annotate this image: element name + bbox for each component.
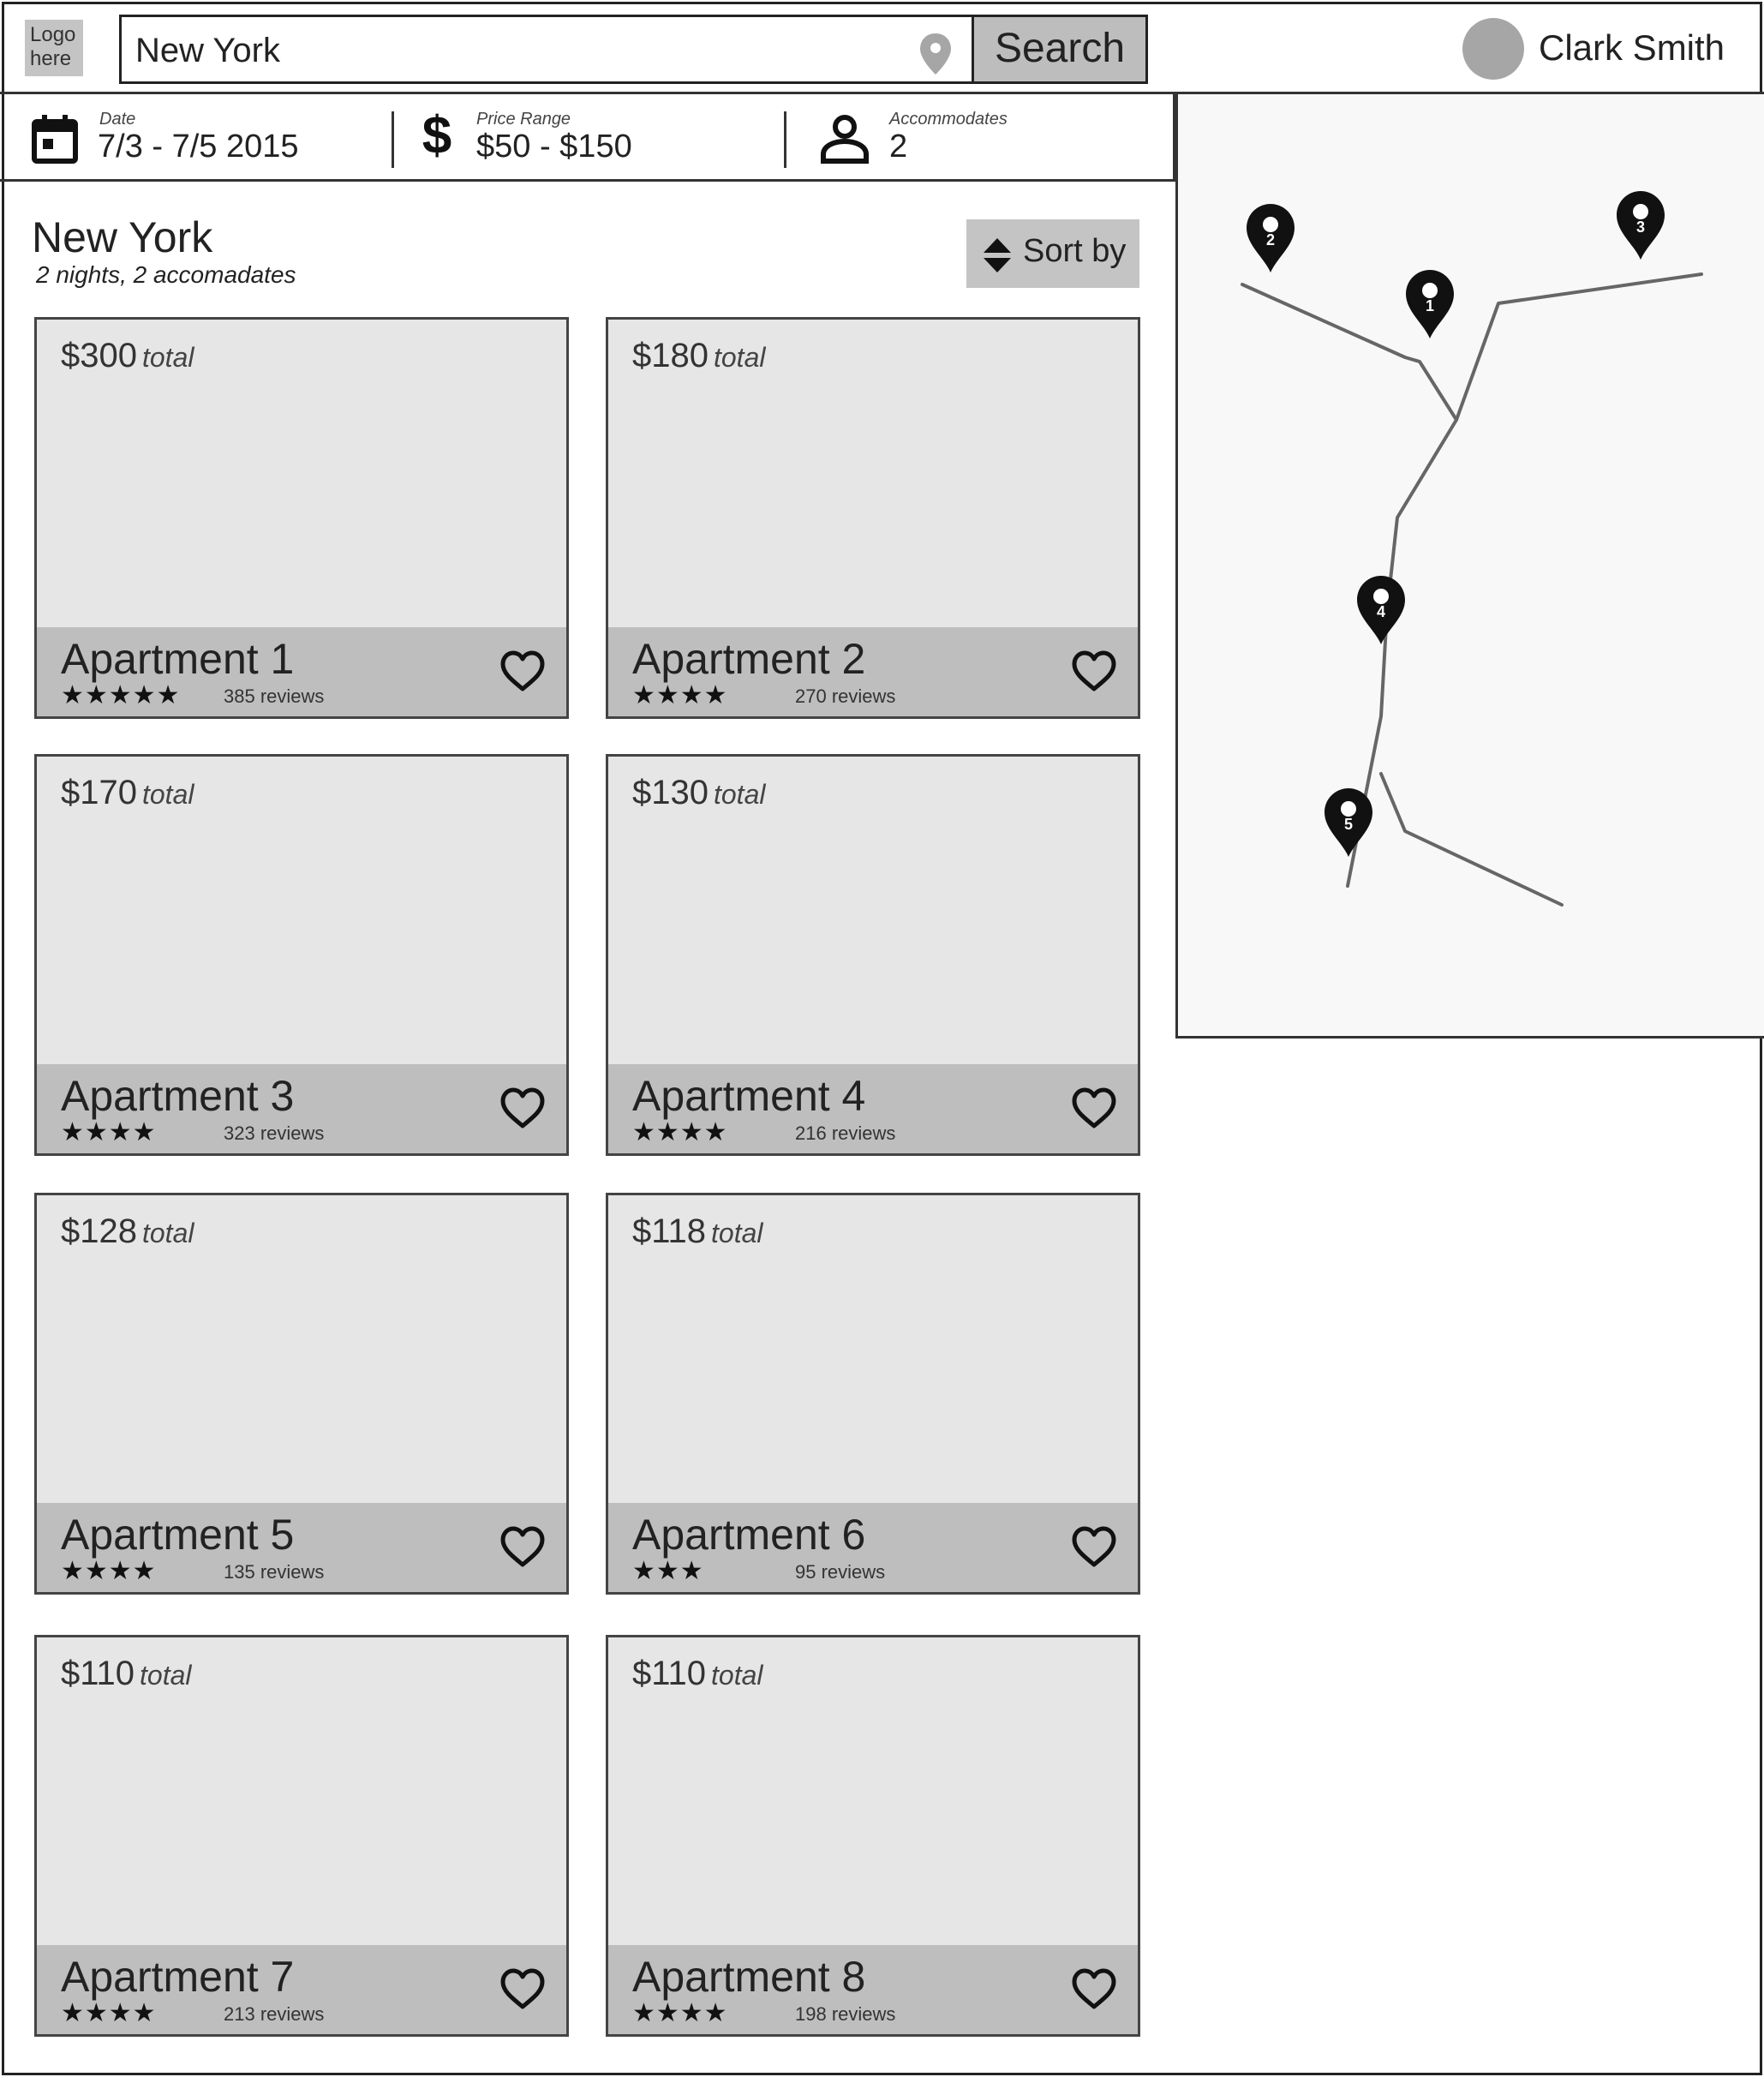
map-marker-label: 4	[1376, 603, 1386, 620]
listing-name[interactable]: Apartment 6	[632, 1511, 866, 1559]
listing-card[interactable]	[606, 1635, 1140, 2037]
price-unit: total	[713, 779, 766, 810]
listing-footer	[608, 627, 1138, 716]
map-pin-dot	[1341, 801, 1356, 817]
sort-label: Sort by	[1023, 233, 1127, 269]
listing-card[interactable]	[34, 754, 569, 1156]
user-name[interactable]: Clark Smith	[1539, 27, 1725, 68]
listing-footer	[608, 1064, 1138, 1153]
heart-icon[interactable]	[499, 649, 546, 694]
listing-name[interactable]: Apartment 1	[61, 635, 295, 683]
review-count[interactable]: 198 reviews	[795, 2003, 896, 2025]
map-marker-4[interactable]	[1357, 576, 1405, 644]
listing-card[interactable]	[606, 1193, 1140, 1595]
price-amount: $110	[61, 1655, 135, 1692]
search-input[interactable]	[135, 31, 906, 70]
map-marker-label: 2	[1265, 231, 1276, 248]
price-unit: total	[713, 342, 766, 373]
heart-icon[interactable]	[1071, 1967, 1117, 2012]
results-subtitle: 2 nights, 2 accomadates	[36, 261, 296, 288]
listing-footer	[37, 1945, 566, 2034]
heart-icon[interactable]	[1071, 649, 1117, 694]
map-marker-3[interactable]	[1617, 191, 1665, 260]
star-rating: ★★★★	[61, 1118, 157, 1146]
dollar-icon: $	[422, 106, 452, 165]
listing-price	[632, 337, 765, 375]
star-rating: ★★★★	[61, 1557, 157, 1585]
listing-name[interactable]: Apartment 2	[632, 635, 866, 683]
listing-card[interactable]	[34, 1193, 569, 1595]
heart-icon[interactable]	[499, 1525, 546, 1570]
date-value: 7/3 - 7/5 2015	[98, 129, 299, 165]
map-marker-5[interactable]	[1324, 788, 1372, 857]
listing-name[interactable]: Apartment 3	[61, 1072, 295, 1120]
listing-name[interactable]: Apartment 7	[61, 1953, 295, 2001]
price-amount: $110	[632, 1655, 707, 1692]
listing-footer	[608, 1503, 1138, 1592]
map-marker-label: 1	[1425, 297, 1435, 314]
listing-card[interactable]	[34, 317, 569, 719]
map-pin-dot	[1263, 217, 1278, 232]
review-count[interactable]: 95 reviews	[795, 1561, 886, 1583]
price-amount: $128	[61, 1212, 137, 1250]
listing-card[interactable]	[606, 754, 1140, 1156]
listing-name[interactable]: Apartment 8	[632, 1953, 866, 2001]
person-icon	[819, 113, 870, 165]
location-pin-icon[interactable]	[918, 32, 954, 76]
map[interactable]	[1175, 94, 1764, 1038]
listing-name[interactable]: Apartment 5	[61, 1511, 295, 1559]
price-amount: $130	[632, 774, 709, 811]
calendar-icon	[29, 113, 81, 165]
review-count[interactable]: 135 reviews	[224, 1561, 325, 1583]
listing-card[interactable]	[34, 1635, 569, 2037]
search-button[interactable]: Search	[972, 15, 1148, 84]
guests-label: Accommodates	[889, 110, 1008, 129]
avatar[interactable]	[1462, 18, 1524, 80]
price-unit: total	[141, 779, 194, 810]
sort-icon	[982, 236, 1013, 274]
star-rating: ★★★★	[632, 1999, 728, 2027]
star-rating: ★★★★★	[61, 681, 181, 709]
star-rating: ★★★★	[632, 1118, 728, 1146]
map-pin-dot	[1422, 283, 1438, 298]
price-filter[interactable]	[394, 94, 784, 180]
map-pin-dot	[1633, 204, 1648, 219]
sort-button[interactable]	[966, 219, 1139, 288]
guests-value: 2	[889, 129, 908, 165]
review-count[interactable]: 213 reviews	[224, 2003, 325, 2025]
listing-footer	[37, 1064, 566, 1153]
price-amount: $180	[632, 337, 709, 374]
review-count[interactable]: 323 reviews	[224, 1122, 325, 1144]
results-title: New York	[32, 213, 213, 261]
map-marker-label: 5	[1343, 816, 1354, 833]
listing-price	[61, 337, 194, 375]
price-unit: total	[711, 1218, 763, 1248]
star-rating: ★★★★	[61, 1999, 157, 2027]
listing-price	[61, 774, 194, 812]
map-marker-label: 3	[1635, 218, 1646, 236]
listing-price	[61, 1212, 194, 1251]
map-pin-dot	[1373, 589, 1389, 604]
price-unit: total	[141, 1218, 194, 1248]
map-marker-2[interactable]	[1247, 204, 1295, 272]
map-road	[1242, 274, 1701, 420]
review-count[interactable]: 385 reviews	[224, 685, 325, 707]
listing-footer	[37, 1503, 566, 1592]
heart-icon[interactable]	[1071, 1525, 1117, 1570]
search-field[interactable]	[119, 15, 976, 84]
price-value: $50 - $150	[476, 129, 632, 165]
price-unit: total	[141, 342, 194, 373]
price-amount: $118	[632, 1212, 707, 1250]
map-marker-1[interactable]	[1406, 270, 1454, 338]
guests-filter[interactable]	[786, 94, 1172, 180]
review-count[interactable]: 216 reviews	[795, 1122, 896, 1144]
listing-footer	[37, 627, 566, 716]
price-unit: total	[140, 1660, 192, 1691]
price-unit: total	[711, 1660, 763, 1691]
price-label: Price Range	[476, 110, 571, 129]
review-count[interactable]: 270 reviews	[795, 685, 896, 707]
listing-price	[632, 1655, 763, 1693]
map-roads	[1242, 274, 1701, 905]
listing-name[interactable]: Apartment 4	[632, 1072, 866, 1120]
price-amount: $170	[61, 774, 137, 811]
listing-card[interactable]	[606, 317, 1140, 719]
map-road	[1381, 774, 1562, 905]
filter-bar	[0, 94, 1175, 182]
date-filter[interactable]	[0, 94, 394, 180]
listing-price	[61, 1655, 192, 1693]
listing-price	[632, 1212, 763, 1251]
heart-icon[interactable]	[1071, 1086, 1117, 1131]
date-label: Date	[99, 110, 136, 129]
heart-icon[interactable]	[499, 1086, 546, 1131]
price-amount: $300	[61, 337, 137, 374]
listing-price	[632, 774, 765, 812]
top-bar	[0, 0, 1764, 94]
listing-footer	[608, 1945, 1138, 2034]
star-rating: ★★★★	[632, 681, 728, 709]
logo[interactable]: Logo here	[25, 20, 83, 76]
star-rating: ★★★	[632, 1557, 704, 1585]
map-canvas[interactable]	[1178, 94, 1764, 1038]
heart-icon[interactable]	[499, 1967, 546, 2012]
